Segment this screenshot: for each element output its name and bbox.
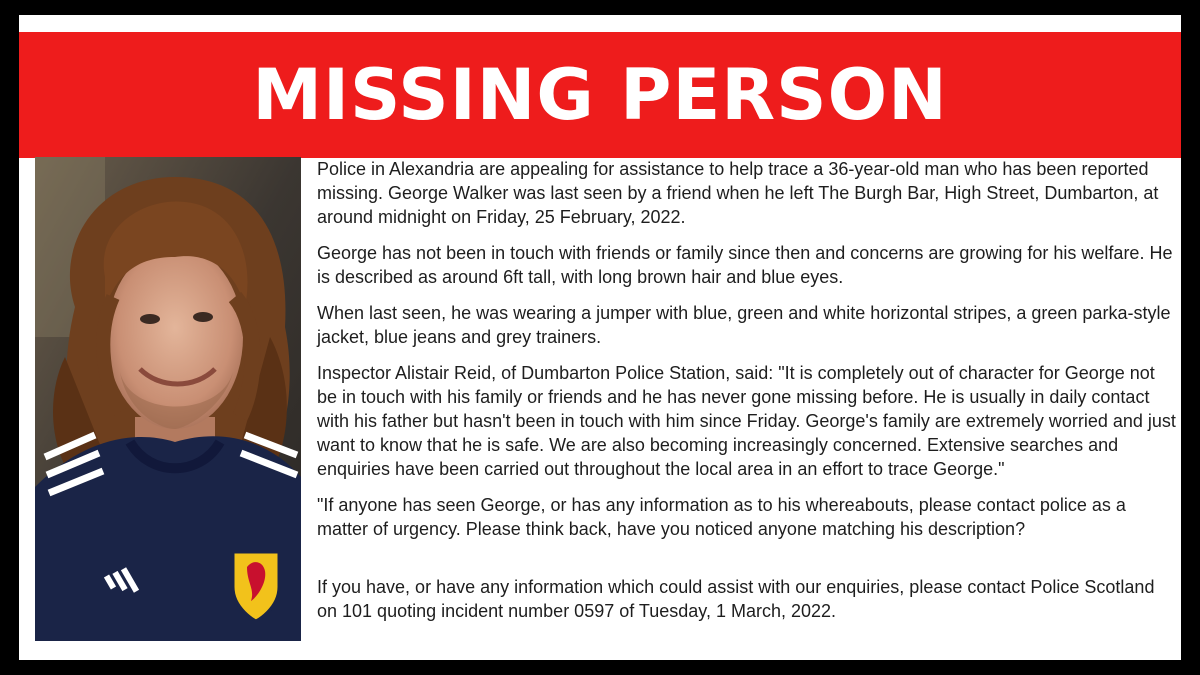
- paragraph-inspector-quote: Inspector Alistair Reid, of Dumbarton Police Station, said: "It is completely out of character for George not be in touch with his family or friends and he has never gone missing before. He is usually in daily contact with his father but hasn't been in touch with him since Friday. George's family are extremely worried and just want to know that he is safe. We are also becoming increasingly concerned. Extensive searches and enquiries have been carried out throughout the local area in an effort to trace George.": [317, 363, 1176, 479]
- paragraph-urgency: "If anyone has seen George, or has any information as to his whereabouts, please contact police as a matter of urgency. Please think back, have you noticed anyone matching his description?: [317, 495, 1126, 539]
- paragraph-appeal: Police in Alexandria are appealing for assistance to help trace a 36-year-old man who has been reported missing. George Walker was last seen by a friend when he left The Burgh Bar, High Street, Dumbarton, at around midnight on Friday, 25 February, 2022.: [317, 159, 1159, 227]
- paragraph-description: George has not been in touch with friends or family since then and concerns are growing for his welfare. He is described as around 6ft tall, with long brown hair and blue eyes.: [317, 243, 1173, 287]
- appeal-text: [317, 157, 1177, 635]
- paragraph-clothing: When last seen, he was wearing a jumper with blue, green and white horizontal stripes, a green parka-style jacket, blue jeans and grey trainers.: [317, 303, 1171, 347]
- title-banner: [19, 32, 1181, 158]
- person-photo: [35, 157, 301, 641]
- missing-person-poster: [19, 15, 1181, 660]
- banner-title: MISSING PERSON: [252, 54, 948, 136]
- paragraph-contact: If you have, or have any information which could assist with our enquiries, please contact Police Scotland on 101 quoting incident number 0597 of Tuesday, 1 March, 2022.: [317, 577, 1155, 621]
